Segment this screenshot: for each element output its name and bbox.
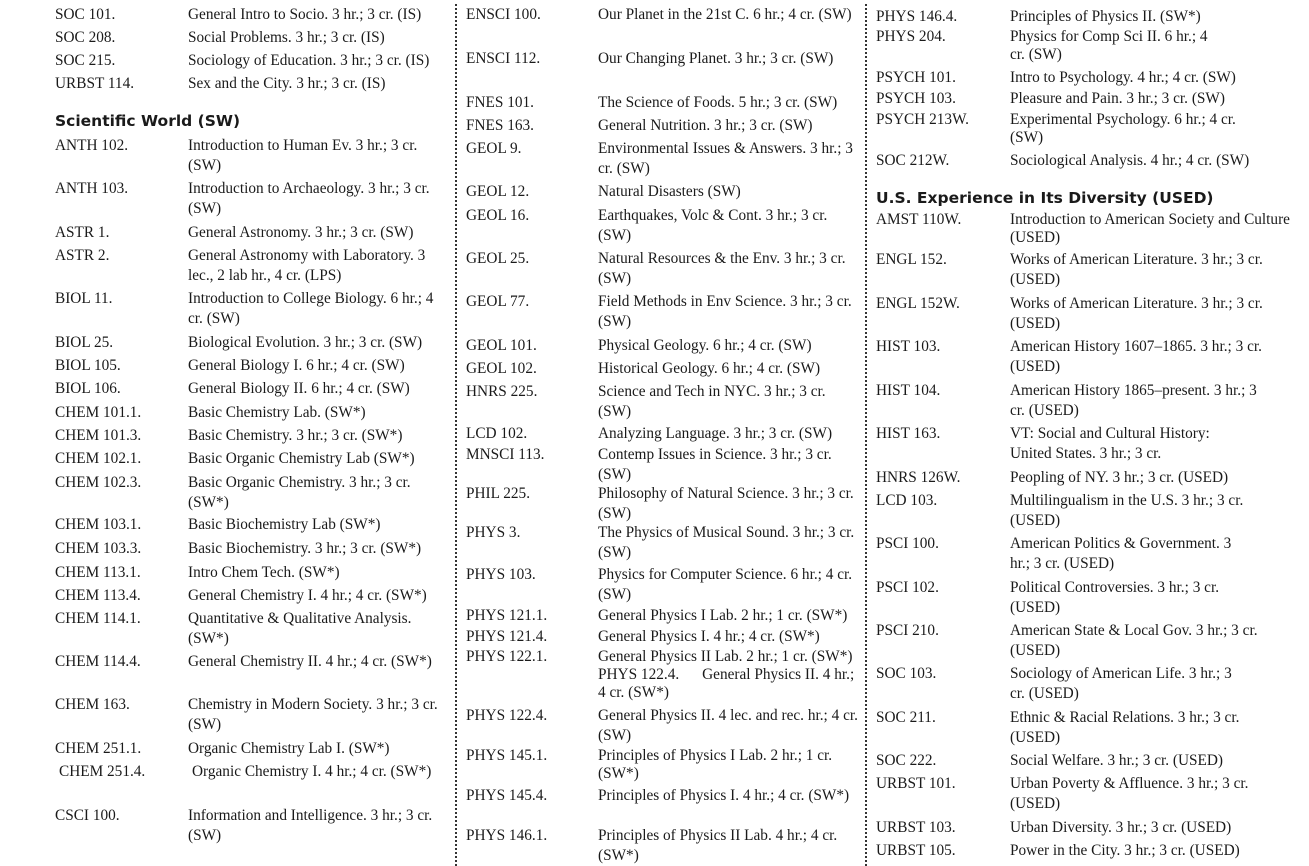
course-description: Biological Evolution. 3 hr.; 3 cr. (SW): [188, 334, 423, 351]
course-code: ENGL 152W.: [876, 295, 960, 312]
course-description: Natural Disasters (SW): [598, 183, 741, 200]
course-description: Basic Organic Chemistry. 3 hr.; 3 cr. (SW*): [188, 474, 411, 511]
course-description: General Nutrition. 3 hr.; 3 cr. (SW): [598, 117, 813, 134]
course-code: CHEM 163.: [55, 696, 130, 713]
course-description: VT: Social and Cultural History: United States. 3 hr.; 3 cr.: [1010, 425, 1210, 462]
course-code: PSYCH 101.: [876, 69, 956, 86]
course-description: American Politics & Government. 3 hr.; 3 cr. (USED): [1010, 535, 1232, 572]
course-description: Works of American Literature. 3 hr.; 3 cr. (USED): [1010, 251, 1263, 288]
course-code: PSYCH 213W.: [876, 111, 969, 128]
course-description: Philosophy of Natural Science. 3 hr.; 3 cr. (SW): [598, 485, 854, 522]
course-code: GEOL 77.: [466, 293, 530, 310]
course-code: PHYS 146.4.: [876, 8, 958, 25]
course-code: SOC 212W.: [876, 152, 950, 169]
course-description: Sex and the City. 3 hr.; 3 cr. (IS): [188, 75, 386, 92]
course-description: Organic Chemistry I. 4 hr.; 4 cr. (SW*): [192, 763, 432, 780]
course-description: Basic Biochemistry. 3 hr.; 3 cr. (SW*): [188, 540, 422, 557]
course-description: Intro Chem Tech. (SW*): [188, 564, 340, 581]
course-code: HNRS 126W.: [876, 469, 961, 486]
course-code: BIOL 105.: [55, 357, 121, 374]
course-description: Basic Chemistry. 3 hr.; 3 cr. (SW*): [188, 427, 403, 444]
course-code: HIST 163.: [876, 425, 941, 442]
course-code: CHEM 103.3.: [55, 540, 142, 557]
course-code: GEOL 12.: [466, 183, 530, 200]
course-description: Information and Intelligence. 3 hr.; 3 cr. (SW): [188, 807, 433, 844]
course-code: PSCI 100.: [876, 535, 939, 552]
course-code: HIST 103.: [876, 338, 941, 355]
course-code: GEOL 9.: [466, 140, 522, 157]
course-code: LCD 102.: [466, 425, 528, 442]
course-description: General Biology II. 6 hr.; 4 cr. (SW): [188, 380, 410, 397]
course-code: ASTR 2.: [55, 247, 110, 264]
course-code: AMST 110W.: [876, 211, 962, 228]
course-code: SOC 211.: [876, 709, 936, 726]
course-description: Sociology of Education. 3 hr.; 3 cr. (IS): [188, 52, 430, 69]
course-code: LCD 103.: [876, 492, 938, 509]
course-description: American State & Local Gov. 3 hr.; 3 cr. (USED): [1010, 622, 1258, 659]
course-description: General Physics I Lab. 2 hr.; 1 cr. (SW*): [598, 607, 848, 624]
course-code: GEOL 16.: [466, 207, 530, 224]
course-description: Science and Tech in NYC. 3 hr.; 3 cr. (SW): [598, 383, 826, 420]
course-code: CHEM 101.1.: [55, 404, 142, 421]
course-description: Physics for Computer Science. 6 hr.; 4 cr. (SW): [598, 566, 853, 603]
course-description: Social Welfare. 3 hr.; 3 cr. (USED): [1010, 752, 1224, 769]
course-description: Sociology of American Life. 3 hr.; 3 cr. (USED): [1010, 665, 1232, 702]
course-code: HNRS 225.: [466, 383, 538, 400]
course-code: BIOL 106.: [55, 380, 121, 397]
course-code: PHYS 204.: [876, 28, 946, 45]
course-description: Works of American Literature. 3 hr.; 3 cr. (USED): [1010, 295, 1263, 332]
course-description: The Science of Foods. 5 hr.; 3 cr. (SW): [598, 94, 838, 111]
course-description: General Chemistry II. 4 hr.; 4 cr. (SW*): [188, 653, 432, 670]
course-description: Earthquakes, Volc & Cont. 3 hr.; 3 cr. (SW): [598, 207, 828, 244]
course-code: PHYS 122.4.: [466, 707, 548, 724]
course-code: ENGL 152.: [876, 251, 947, 268]
course-description: General Astronomy with Laboratory. 3 lec., 2 lab hr., 4 cr. (LPS): [188, 247, 426, 284]
course-description: Introduction to Human Ev. 3 hr.; 3 cr. (SW): [188, 137, 418, 174]
course-description: Historical Geology. 6 hr.; 4 cr. (SW): [598, 360, 821, 377]
course-description: Quantitative & Qualitative Analysis. (SW*): [188, 610, 412, 647]
course-code: SOC 103.: [876, 665, 937, 682]
course-description: Urban Diversity. 3 hr.; 3 cr. (USED): [1010, 819, 1232, 836]
course-code: GEOL 101.: [466, 337, 537, 354]
course-description: Introduction to American Society and Culture (USED): [1010, 211, 1290, 246]
course-code: CHEM 251.1.: [55, 740, 142, 757]
course-description: Principles of Physics I Lab. 2 hr.; 1 cr. (SW*): [598, 747, 833, 782]
course-code: PHYS 103.: [466, 566, 536, 583]
course-description: Principles of Physics II. (SW*): [1010, 8, 1201, 25]
course-description: Social Problems. 3 hr.; 3 cr. (IS): [188, 29, 385, 46]
course-description: Experimental Psychology. 6 hr.; 4 cr. (SW): [1010, 111, 1236, 146]
course-description: Principles of Physics II Lab. 4 hr.; 4 cr. (SW*): [598, 827, 838, 864]
course-description: Political Controversies. 3 hr.; 3 cr. (USED): [1010, 579, 1220, 616]
course-description: Our Changing Planet. 3 hr.; 3 cr. (SW): [598, 50, 834, 67]
course-code: FNES 101.: [466, 94, 534, 111]
course-description: General Physics II. 4 lec. and rec. hr.; 4 cr. (SW): [598, 707, 858, 744]
column-divider: [865, 4, 867, 866]
course-description: Natural Resources & the Env. 3 hr.; 3 cr. (SW): [598, 250, 846, 287]
column-divider: [455, 4, 457, 866]
course-description: American History 1607–1865. 3 hr.; 3 cr. (USED): [1010, 338, 1262, 375]
course-description: Ethnic & Racial Relations. 3 hr.; 3 cr. (USED): [1010, 709, 1240, 746]
course-code: SOC 215.: [55, 52, 116, 69]
course-description: Environmental Issues & Answers. 3 hr.; 3 cr. (SW): [598, 140, 853, 177]
course-code: CHEM 113.4.: [55, 587, 141, 604]
course-description: General Chemistry I. 4 hr.; 4 cr. (SW*): [188, 587, 427, 604]
course-code: PHYS 121.4.: [466, 628, 548, 645]
course-code: BIOL 25.: [55, 334, 114, 351]
course-description: Basic Organic Chemistry Lab (SW*): [188, 450, 415, 467]
course-description: Basic Chemistry Lab. (SW*): [188, 404, 366, 421]
course-description: Power in the City. 3 hr.; 3 cr. (USED): [1010, 842, 1240, 859]
course-code: URBST 103.: [876, 819, 956, 836]
course-description: Peopling of NY. 3 hr.; 3 cr. (USED): [1010, 469, 1229, 486]
course-description: General Physics II Lab. 2 hr.; 1 cr. (SW*) PHYS 122.4. General Physics II. 4 hr.; 4 cr. (SW*): [598, 648, 859, 701]
course-code: URBST 105.: [876, 842, 956, 859]
course-code: CSCI 100.: [55, 807, 120, 824]
course-description: American History 1865–present. 3 hr.; 3 cr. (USED): [1010, 382, 1257, 419]
course-description: Organic Chemistry Lab I. (SW*): [188, 740, 390, 757]
course-description: Physical Geology. 6 hr.; 4 cr. (SW): [598, 337, 812, 354]
course-code: BIOL 11.: [55, 290, 113, 307]
course-code: ASTR 1.: [55, 224, 110, 241]
course-description: Pleasure and Pain. 3 hr.; 3 cr. (SW): [1010, 90, 1225, 107]
course-description: Intro to Psychology. 4 hr.; 4 cr. (SW): [1010, 69, 1236, 86]
section-heading: Scientific World (SW): [55, 112, 241, 130]
course-code: HIST 104.: [876, 382, 941, 399]
course-description: General Intro to Socio. 3 hr.; 3 cr. (IS): [188, 6, 422, 23]
course-code: CHEM 114.1.: [55, 610, 141, 627]
course-code: GEOL 102.: [466, 360, 537, 377]
course-code: MNSCI 113.: [466, 446, 545, 463]
course-description: Urban Poverty & Affluence. 3 hr.; 3 cr. (USED): [1010, 775, 1249, 812]
course-description: Basic Biochemistry Lab (SW*): [188, 516, 381, 533]
course-code: CHEM 102.1.: [55, 450, 142, 467]
course-description: Multilingualism in the U.S. 3 hr.; 3 cr. (USED): [1010, 492, 1244, 529]
course-code: PHYS 145.4.: [466, 787, 548, 804]
course-description: Contemp Issues in Science. 3 hr.; 3 cr. (SW): [598, 446, 832, 483]
course-description: The Physics of Musical Sound. 3 hr.; 3 cr. (SW): [598, 524, 855, 561]
course-description: Physics for Comp Sci II. 6 hr.; 4 cr. (SW): [1010, 28, 1208, 63]
course-code: CHEM 102.3.: [55, 474, 142, 491]
course-code: PSYCH 103.: [876, 90, 956, 107]
course-description: Principles of Physics I. 4 hr.; 4 cr. (SW*): [598, 787, 850, 804]
course-description: Analyzing Language. 3 hr.; 3 cr. (SW): [598, 425, 833, 442]
course-code: CHEM 251.4.: [59, 763, 146, 780]
course-code: CHEM 101.3.: [55, 427, 142, 444]
course-code: PHYS 145.1.: [466, 747, 548, 764]
course-code: URBST 114.: [55, 75, 135, 92]
course-code: PSCI 210.: [876, 622, 939, 639]
course-code: CHEM 113.1.: [55, 564, 141, 581]
course-code: PSCI 102.: [876, 579, 939, 596]
course-description: Introduction to Archaeology. 3 hr.; 3 cr. (SW): [188, 180, 430, 217]
course-description: Introduction to College Biology. 6 hr.; 4 cr. (SW): [188, 290, 434, 327]
course-code: ENSCI 112.: [466, 50, 541, 67]
course-code: PHYS 146.1.: [466, 827, 548, 844]
course-description: Chemistry in Modern Society. 3 hr.; 3 cr. (SW): [188, 696, 438, 733]
section-heading: U.S. Experience in Its Diversity (USED): [876, 189, 1214, 207]
course-code: GEOL 25.: [466, 250, 530, 267]
course-code: PHYS 121.1.: [466, 607, 548, 624]
course-code: SOC 222.: [876, 752, 937, 769]
course-code: FNES 163.: [466, 117, 534, 134]
course-description: Field Methods in Env Science. 3 hr.; 3 cr. (SW): [598, 293, 852, 330]
course-code: PHYS 122.1.: [466, 648, 548, 665]
course-description: General Astronomy. 3 hr.; 3 cr. (SW): [188, 224, 414, 241]
course-description: Sociological Analysis. 4 hr.; 4 cr. (SW): [1010, 152, 1250, 169]
course-code: ENSCI 100.: [466, 6, 541, 23]
course-code: ANTH 102.: [55, 137, 129, 154]
course-code: SOC 101.: [55, 6, 116, 23]
course-description: Our Planet in the 21st C. 6 hr.; 4 cr. (SW): [598, 6, 852, 23]
course-code: CHEM 114.4.: [55, 653, 141, 670]
course-description: General Biology I. 6 hr.; 4 cr. (SW): [188, 357, 405, 374]
course-description: General Physics I. 4 hr.; 4 cr. (SW*): [598, 628, 820, 645]
course-code: PHYS 3.: [466, 524, 521, 541]
course-code: ANTH 103.: [55, 180, 129, 197]
course-code: CHEM 103.1.: [55, 516, 142, 533]
course-code: PHIL 225.: [466, 485, 531, 502]
course-code: SOC 208.: [55, 29, 116, 46]
course-code: URBST 101.: [876, 775, 956, 792]
